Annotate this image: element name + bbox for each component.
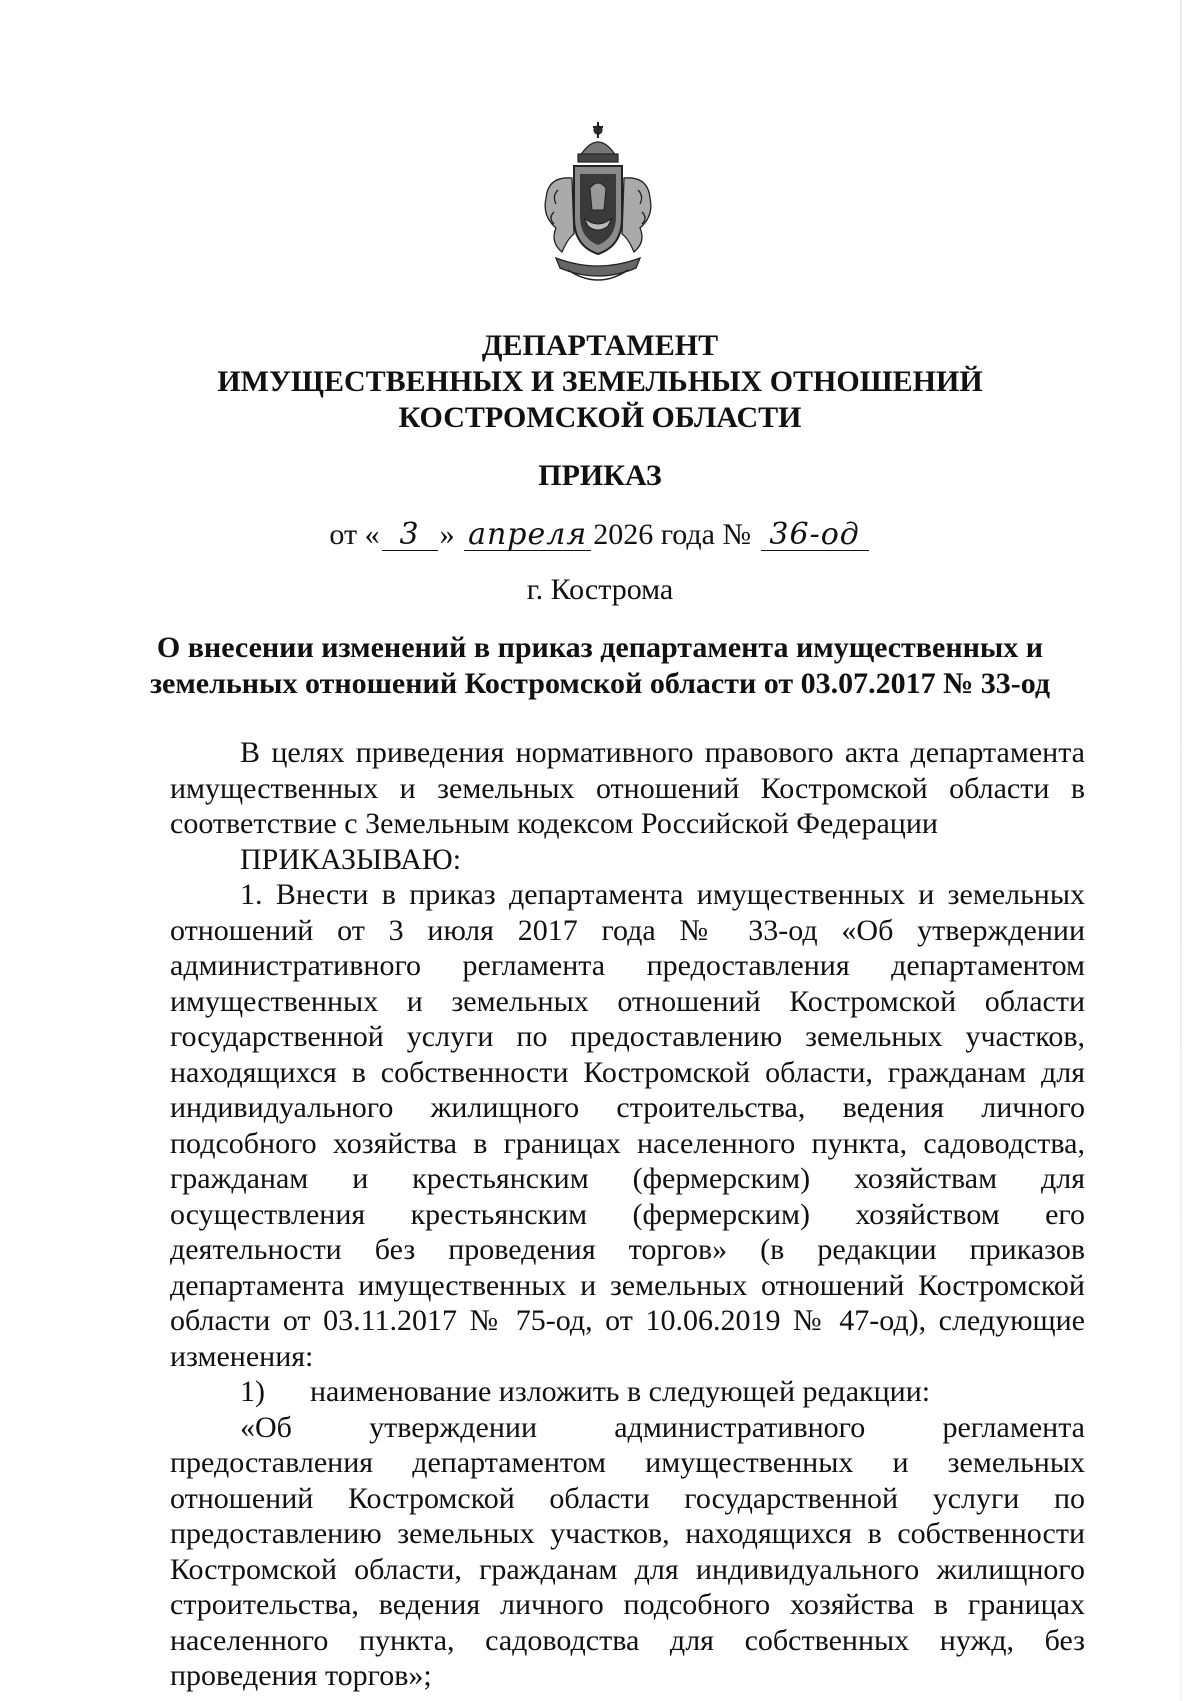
preamble-paragraph: В целях приведения нормативного правового акта департамента имущественных и земельных отношений Костромской области в соответствие с Земельным кодексом Российской Федерации (170, 736, 1085, 840)
handwritten-month: апреля (464, 520, 591, 551)
department-title (0, 328, 1200, 436)
quoted-title-paragraph: «Об утверждении административного регламента предоставления департаментом имущественных и земельных отношений Костромской области государственной услуги по предоставлению земельных участков, находящихся в собственности Костромской области, гражданам для индивидуального жилищного строительства, ведения личного подсобного хозяйства в границах населенного пункта, садоводства для собственных нужд, без проведения торгов»; (170, 1410, 1085, 1692)
order-subject (0, 630, 1200, 702)
doc-type-title: ПРИКАЗ (538, 459, 662, 492)
department-title-line-2: ИМУЩЕСТВЕННЫХ И ЗЕМЕЛЬНЫХ ОТНОШЕНИЙ (217, 365, 983, 398)
point-1-paragraph: 1. Внести в приказ департамента имущественных и земельных отношений от 3 июля 2017 года № 33-од «Об утверждении административного регламента предоставления департаментом имущественных и земельных отношений Костромской области государственной услуги по предоставлению земельных участков, находящихся в собственности Костромской области, гражданам для индивидуального жилищного строительства, ведения личного подсобного хозяйства в границах населенного пункта, садоводства, гражданам и крестьянским (фермерским) хозяйствам для осуществления крестьянским (фермерским) хозяйством его деятельности без проведения торгов» (в редакции приказов департамента имущественных и земельных отношений Костромской области от 03.11.2017 № 75-од, от 10.06.2019 № 47-од), следующие изменения: (170, 878, 1085, 1373)
scan-edge-line (1180, 0, 1182, 1701)
order-subject-line-1: О внесении изменений в приказ департамента имущественных и (156, 631, 1044, 664)
coat-of-arms-icon (528, 118, 668, 293)
date-prefix: от « (329, 518, 380, 551)
date-mid: » (439, 518, 455, 551)
subitem-1 (170, 1374, 1085, 1410)
order-body (170, 735, 1085, 1694)
order-subject-line-2: земельных отношений Костромской области от 03.07.2017 № 33-од (149, 667, 1051, 700)
subitem-1-text: наименование изложить в следующей редакции: (310, 1375, 931, 1408)
order-date-number-line (0, 515, 1200, 555)
subitem-1-number: 1) (240, 1375, 265, 1408)
department-title-line-3: КОСТРОМСКОЙ ОБЛАСТИ (398, 401, 802, 434)
handwritten-order-number: 36-од (761, 520, 869, 551)
year-text: 2026 года № (593, 518, 752, 551)
city-line: г. Кострома (526, 573, 674, 606)
handwritten-day: 3 (382, 520, 438, 551)
department-title-line-1: ДЕПАРТАМЕНТ (481, 329, 719, 362)
order-word: ПРИКАЗЫВАЮ: (240, 842, 462, 876)
